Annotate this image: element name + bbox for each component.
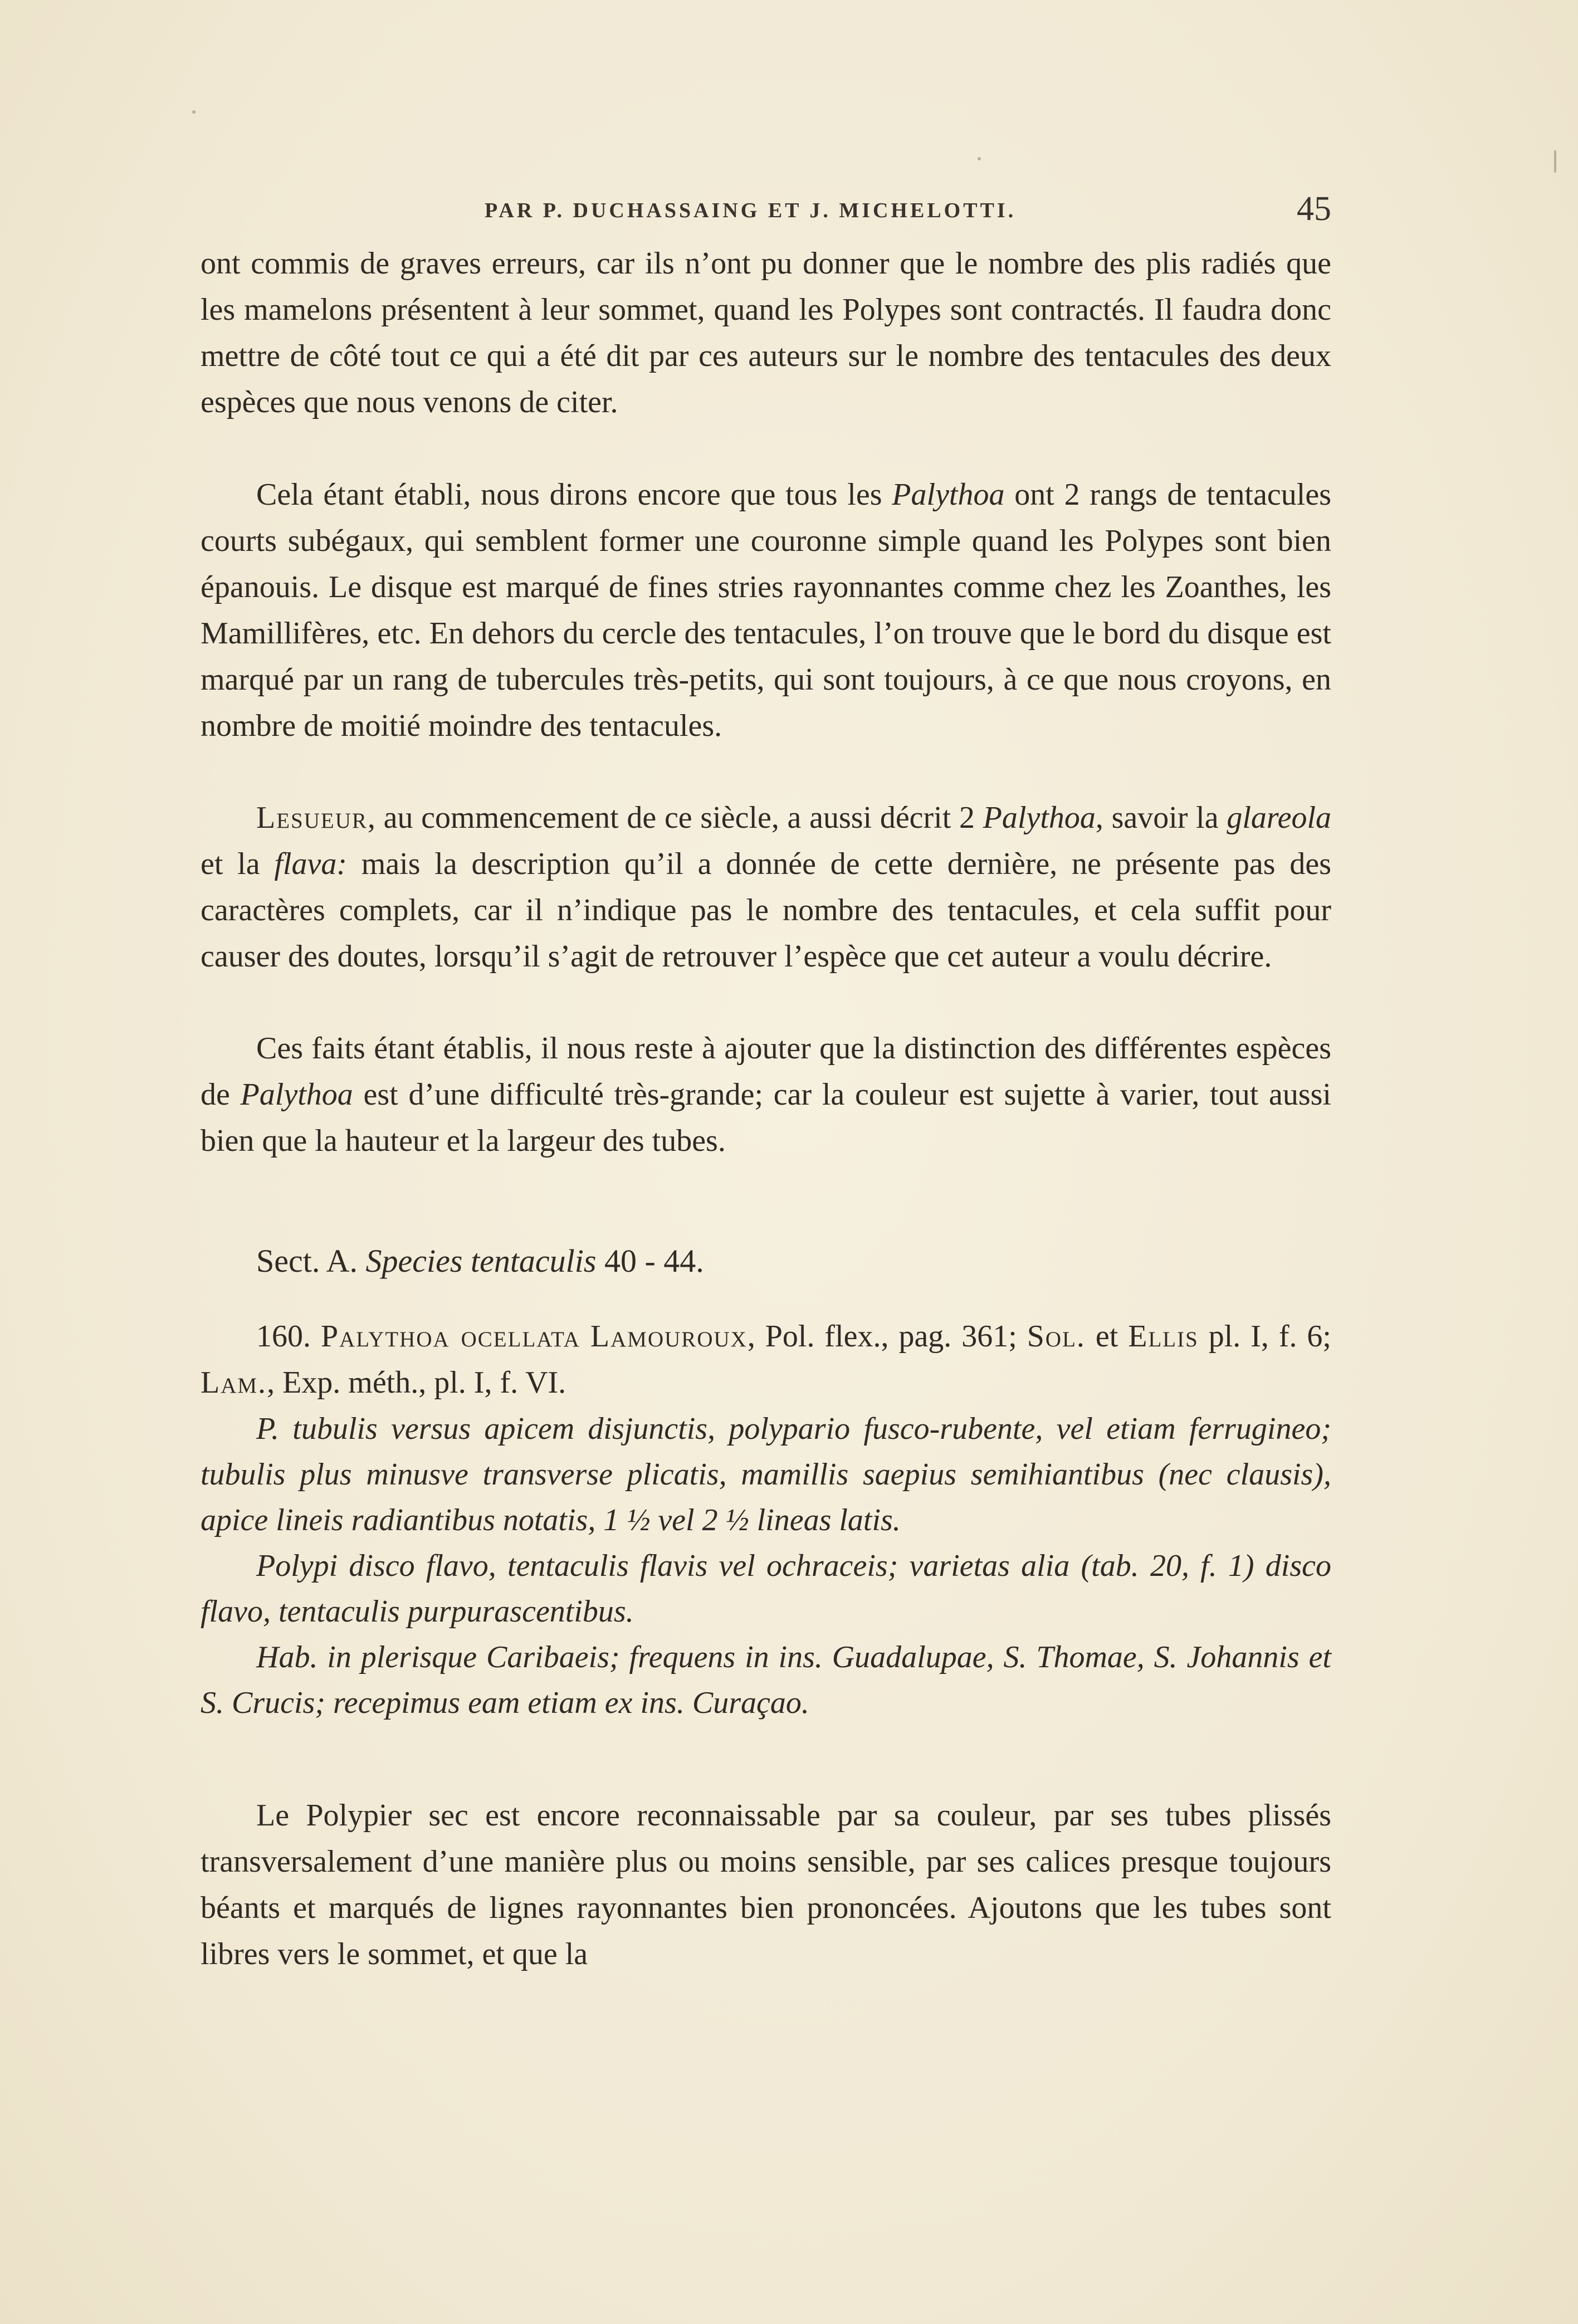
text-run: Ces faits étant établis, il nous reste à ajouter que la distinction des différentes espèces de: [201, 1031, 1331, 1112]
section-line: [201, 1238, 1331, 1284]
author-name: Lesueur: [256, 800, 368, 835]
entry-author: Ellis: [1128, 1319, 1199, 1354]
text-run: , au commencement de ce siècle, a aussi décrit 2: [367, 800, 983, 835]
running-head: PAR P. DUCHASSAING ET J. MICHELOTTI.: [485, 199, 1017, 222]
paragraph-5: Le Polypier sec est encore reconnaissable par sa couleur, par ses tubes plissés transversalement d’une manière plus ou moins sensible, par ses calices presque toujours béants et marqués de lignes rayonnantes bien prononcées. Ajoutons que les tubes sont libres vers le sommet, et que la: [201, 1798, 1331, 1971]
species-entry: [201, 1314, 1331, 1406]
diagnosis-polyp: Polypi disco flavo, tentaculis flavis vel ochraceis; varietas alia (tab. 20, f. 1) disco flavo, tentaculis purpurascentibus.: [201, 1549, 1331, 1629]
entry-name: Palythoa ocellata: [320, 1319, 580, 1354]
genus-name: Palythoa: [983, 800, 1096, 835]
entry-author: Lam.: [201, 1365, 267, 1400]
text-run: , savoir la: [1095, 800, 1227, 835]
genus-name: Palythoa: [892, 477, 1005, 512]
section-heading: [201, 1238, 1331, 1284]
entry-reference: , Pol. flex., pag. 361;: [747, 1319, 1027, 1354]
paragraph-4: [201, 1026, 1331, 1164]
paragraph-1: ont commis de graves erreurs, car ils n’ont pu donner que le nombre des plis radiés que les mamelons présentent à leur sommet, quand les Polypes sont contractés. Il faudra donc mettre de côté tout ce qui a été dit par ces auteurs sur le nombre des tentacules des deux espèces que nous venons de citer.: [201, 246, 1331, 419]
entry-citation: [201, 1314, 1331, 1406]
entry-reference: , Exp. méth., pl. I, f. VI.: [267, 1365, 566, 1400]
body-text: [201, 795, 1331, 980]
entry-reference: pl. I, f. 6;: [1198, 1319, 1331, 1354]
species-name: flava:: [274, 847, 347, 881]
paragraph-3: [201, 795, 1331, 980]
paper-speck: [1554, 150, 1556, 173]
page-number: 45: [1297, 190, 1331, 228]
entry-number: 160.: [256, 1319, 311, 1354]
diagnosis-habitat: Hab. in plerisque Caribaeis; frequens in ins. Guadalupae, S. Thomae, S. Johannis et S. Crucis; recepimus eam etiam ex ins. Curaçao.: [201, 1640, 1331, 1720]
section-title: Species tentaculis: [365, 1243, 597, 1279]
body-text: [201, 1793, 1331, 1978]
diagnosis: [201, 1406, 1331, 1726]
paper-speck: [978, 157, 981, 160]
entry-author: Sol.: [1027, 1319, 1086, 1354]
text-run: et la: [201, 847, 275, 881]
text-run: et: [1085, 1319, 1128, 1354]
diagnosis-description: P. tubulis versus apicem disjunctis, polypario fusco-rubente, vel etiam ferrugineo; tubulis plus minusve transverse plicatis, mamillis saepius semihiantibus (nec clausis), apice lineis radiantibus notatis, 1 ½ vel 2 ½ lineas latis.: [201, 1412, 1331, 1537]
body-text: [201, 241, 1331, 426]
page-header: [201, 189, 1331, 234]
paper-speck: [192, 110, 196, 114]
genus-name: Palythoa: [240, 1077, 353, 1112]
body-text: [201, 472, 1331, 749]
section-label: Sect. A.: [256, 1243, 358, 1279]
text-run: mais la description qu’il a donnée de cette dernière, ne présente pas des caractères complets, car il n’indique pas le nombre des tentacules, et cela suffit pour causer des doutes, lorsqu’il s’agit de retrouver l’espèce que cet auteur a voulu décrire.: [201, 847, 1331, 974]
section-range: 40 - 44.: [604, 1243, 704, 1279]
text-run: est d’une difficulté très-grande; car la couleur est sujette à varier, tout aussi bien que la hauteur et la largeur des tubes.: [201, 1077, 1331, 1158]
species-name: glareola: [1227, 800, 1331, 835]
text-run: ont 2 rangs de tentacules courts subégaux, qui semblent former une couronne simple quand les Polypes sont bien épanouis. Le disque est marqué de fines stries rayonnantes comme chez les Zoanthes, les Mamillifères, etc. En dehors du cercle des tentacules, l’on trouve que le bord du disque est marqué par un rang de tubercules très-petits, qui sont toujours, à ce que nous croyons, en nombre de moitié moindre des tentacules.: [201, 477, 1331, 743]
entry-author: Lamouroux: [590, 1319, 748, 1354]
body-text: [201, 1026, 1331, 1164]
paragraph-2: [201, 472, 1331, 749]
text-run: Cela étant établi, nous dirons encore que tous les: [256, 477, 892, 512]
